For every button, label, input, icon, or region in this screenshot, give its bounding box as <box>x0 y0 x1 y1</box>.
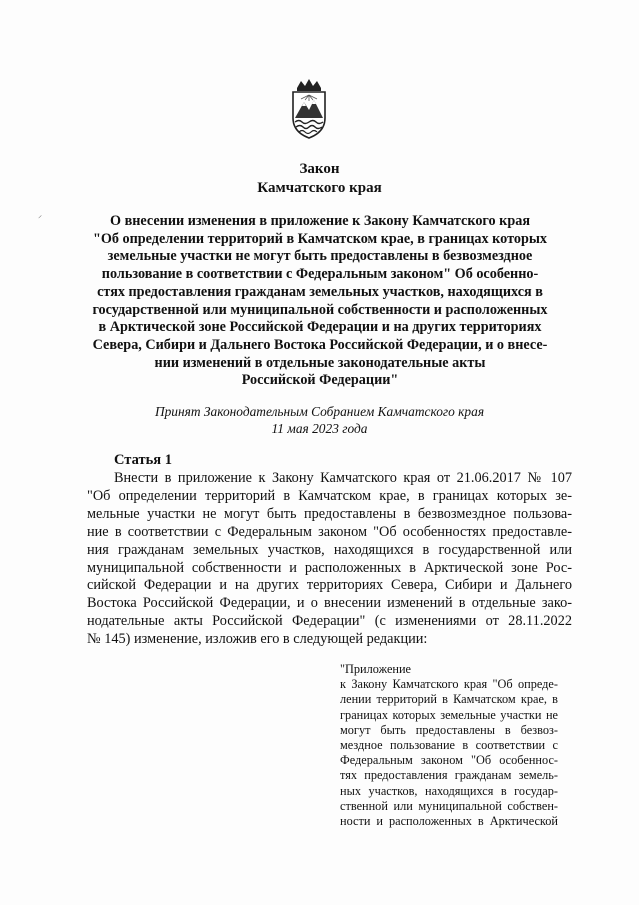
body-line: Внести в приложение к Закону Камчатского края от 21.06.2017 № 107 <box>114 470 572 486</box>
appendix-line: "Приложение <box>340 662 412 676</box>
appendix-line: могут быть предоставлены в безвоз- <box>340 722 558 737</box>
scan-mark: ⸍ <box>38 214 42 223</box>
document-subtitle: Камчатского края <box>257 180 382 196</box>
appendix-line: Федеральным законом "Об особеннос- <box>340 753 558 768</box>
appendix-line: ных участков, находящихся в государ- <box>340 783 558 798</box>
heading-line: в Арктической зоне Российской Федерации и на других территориях <box>98 319 542 336</box>
heading-line: "Об определении территорий в Камчатском крае, в границах которых <box>92 230 548 247</box>
article-body <box>87 470 572 649</box>
heading-line: земельные участки не могут быть предоставлены в безвозмездное <box>107 248 533 265</box>
body-line: "Об определении территорий в Камчатском крае, в границах которых зе- <box>87 487 572 504</box>
heading-line: стях предоставления гражданам земельных участков, находящихся в <box>97 283 543 300</box>
appendix-line: к Закону Камчатского края "Об опреде- <box>340 677 558 692</box>
appendix-line: мездное пользование в соответствии с <box>340 738 558 753</box>
heading-line: Севера, Сибири и Дальнего Востока Российской Федерации, и о внесе- <box>92 336 548 353</box>
body-line: Востока Российской Федерации, и о внесении изменений в отдельные зако- <box>87 595 572 612</box>
body-line: ния гражданам земельных участков, находящихся в государственной или <box>87 541 572 558</box>
article-title: Статья 1 <box>114 452 172 468</box>
heading-line: Российской Федерации" <box>241 372 399 389</box>
heading-line: О внесении изменения в приложение к Закону Камчатского края <box>109 213 530 229</box>
law-heading <box>80 213 560 390</box>
body-line: мельные участки не могут быть предоставлены в безвозмездное пользова- <box>87 505 572 522</box>
appendix-line: лении территорий в Камчатском крае, в <box>340 692 558 707</box>
document-title: Закон <box>299 161 340 177</box>
heading-line: нии изменений в отдельные законодательные акты <box>154 354 486 371</box>
heading-line: государственной или муниципальной собственности и расположенных <box>92 301 548 318</box>
appendix-line: ности и расположенных в Арктической <box>340 814 558 829</box>
appendix-line: тях предоставления гражданам земель- <box>340 768 558 783</box>
appendix-line: границах которых земельные участки не <box>340 707 558 722</box>
appendix-line: ственной или муниципальной собствен- <box>340 798 558 813</box>
body-line: муниципальной собственности и расположенных в Арктической зоне Рос- <box>87 559 572 576</box>
heading-line: пользование в соответствии с Федеральным законом" Об особенно- <box>101 266 539 283</box>
adoption-note <box>0 403 639 437</box>
adoption-body: Принят Законодательным Собранием Камчатского края <box>154 404 485 419</box>
adoption-date: 11 мая 2023 года <box>271 421 368 436</box>
coat-of-arms-icon <box>287 78 331 140</box>
body-line: сийской Федерации и на других территориях Севера, Сибири и Дальнего <box>87 577 572 594</box>
body-line: ние в соответствии с Федеральным законом "Об особенностях предоставле- <box>87 523 572 540</box>
appendix-reference <box>340 662 558 829</box>
body-line: нодательные акты Российской Федерации" (с изменениями от 28.11.2022 <box>87 613 572 630</box>
body-line: № 145) изменение, изложив его в следующей редакции: <box>87 631 428 648</box>
